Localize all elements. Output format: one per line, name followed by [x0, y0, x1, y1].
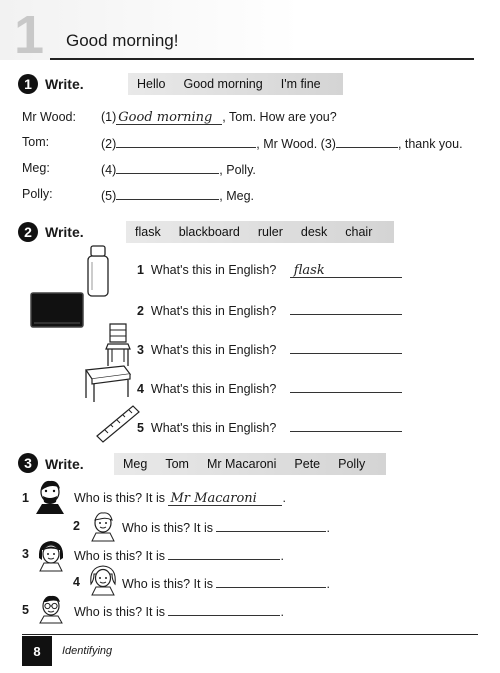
answer-blank[interactable]	[216, 575, 326, 588]
question-line	[122, 575, 330, 591]
question-line	[74, 603, 284, 619]
question-row	[73, 519, 80, 533]
sentence-end: .	[326, 521, 330, 535]
word-bank-item: chair	[345, 225, 373, 239]
word-bank-item: Meg	[123, 457, 148, 471]
dialogue-line	[101, 187, 254, 203]
unit-number: 1	[14, 5, 45, 65]
blank-number: (4)	[101, 163, 117, 177]
answer-blank[interactable]: Mr Macaroni	[168, 493, 282, 506]
question-text: Who is this? It is	[74, 605, 165, 619]
dialogue-row	[22, 135, 49, 149]
answer-blank[interactable]	[168, 603, 280, 616]
sentence-end: .	[280, 605, 284, 619]
dialogue-text: , Tom. How are you?	[222, 110, 337, 124]
speaker-label: Polly:	[22, 187, 53, 201]
question-number: 2	[137, 304, 144, 318]
answer-blank[interactable]	[336, 135, 398, 148]
dialogue-row	[22, 161, 50, 175]
sentence-end: .	[326, 577, 330, 591]
dialogue-row	[22, 187, 53, 201]
question-row	[73, 575, 80, 589]
question-number: 2	[73, 519, 80, 533]
page-number-box	[22, 636, 52, 666]
question-line	[74, 491, 286, 506]
dialogue-text: , thank you.	[397, 137, 463, 151]
answer-blank[interactable]	[290, 341, 402, 354]
blank-number: (5)	[101, 189, 117, 203]
dialogue-text: , Meg.	[219, 189, 255, 203]
girl-dark-hair-face-icon	[34, 538, 68, 572]
footer-rule	[22, 634, 478, 635]
answer-blank[interactable]	[290, 419, 402, 432]
question-number: 5	[137, 421, 144, 435]
word-bank-item: flask	[135, 225, 161, 239]
question-number: 4	[73, 575, 80, 589]
word-bank-item: Pete	[294, 457, 321, 471]
answer-blank[interactable]	[168, 547, 280, 560]
word-bank-item: Mr Macaroni	[206, 457, 277, 471]
word-bank-item: blackboard	[178, 225, 240, 239]
girl-curly-hair-face-icon	[86, 562, 120, 596]
blank-number: (3)	[320, 137, 336, 151]
word-bank-item: Good morning	[183, 77, 263, 91]
question-number: 4	[137, 382, 144, 396]
question-number: 3	[137, 343, 144, 357]
flask-icon	[84, 244, 112, 299]
blank-number: (2)	[101, 137, 117, 151]
exercise-2-number: 2	[18, 222, 38, 242]
footer-section-label: Identifying	[62, 645, 113, 657]
exercise-3-title: Write.	[45, 456, 84, 472]
question-row	[137, 263, 402, 278]
word-bank-item: ruler	[257, 225, 283, 239]
question-number: 1	[22, 491, 29, 505]
answer-blank[interactable]	[216, 519, 326, 532]
question-text: Who is this? It is	[122, 577, 213, 591]
dialogue-line	[101, 135, 463, 151]
dialogue-row	[22, 110, 76, 124]
answer-blank[interactable]	[116, 187, 219, 200]
question-text: What's this in English?	[150, 263, 277, 277]
exercise-3-word-bank	[114, 453, 386, 475]
word-bank-item: Hello	[137, 77, 166, 91]
question-text: What's this in English?	[150, 382, 277, 396]
question-row	[137, 419, 402, 435]
answer-blank[interactable]	[290, 380, 402, 393]
answer-blank[interactable]: flask	[290, 265, 402, 278]
speaker-label: Meg:	[22, 161, 50, 175]
exercise-1-word-bank	[128, 73, 343, 95]
question-text: What's this in English?	[150, 343, 277, 357]
dialogue-line	[101, 110, 337, 125]
question-number: 1	[137, 263, 144, 277]
speaker-label: Tom:	[22, 135, 50, 149]
exercise-2-title: Write.	[45, 224, 84, 240]
question-line	[74, 547, 284, 563]
boy-glasses-face-icon	[34, 592, 68, 624]
question-text: Who is this? It is	[74, 491, 165, 505]
word-bank-item: desk	[300, 225, 328, 239]
question-row	[22, 491, 29, 505]
question-number: 5	[22, 603, 29, 617]
header-rule	[50, 58, 474, 60]
mr-macaroni-face-icon	[30, 478, 70, 516]
word-bank-item: I'm fine	[280, 77, 321, 91]
blank-number: (1)	[101, 110, 117, 124]
blackboard-icon	[30, 292, 84, 328]
question-row	[137, 380, 402, 396]
header-band	[0, 0, 500, 65]
dialogue-text: , Mr Wood.	[256, 137, 321, 151]
word-bank-item: Tom	[165, 457, 189, 471]
question-row	[137, 341, 402, 357]
question-text: What's this in English?	[150, 304, 277, 318]
question-text: Who is this? It is	[122, 521, 213, 535]
question-number: 3	[22, 547, 29, 561]
speaker-label: Mr Wood:	[22, 110, 76, 124]
sentence-end: .	[282, 491, 286, 505]
exercise-2-word-bank	[126, 221, 394, 243]
question-row	[22, 547, 29, 561]
dialogue-text: , Polly.	[219, 163, 256, 177]
question-row	[137, 302, 402, 318]
chair-icon	[104, 322, 132, 368]
sentence-end: .	[280, 549, 284, 563]
girl-face-icon	[86, 508, 120, 542]
dialogue-line	[101, 161, 256, 177]
question-line	[122, 519, 330, 535]
question-text: Who is this? It is	[74, 549, 165, 563]
question-text: What's this in English?	[150, 421, 277, 435]
answer-blank[interactable]: Good morning	[116, 112, 222, 125]
answer-blank[interactable]	[290, 302, 402, 315]
answer-blank[interactable]	[116, 161, 219, 174]
word-bank-item: Polly	[338, 457, 366, 471]
ruler-icon	[95, 404, 141, 444]
question-row	[22, 603, 29, 617]
desk-icon	[80, 364, 132, 404]
page-title: Good morning!	[66, 31, 179, 50]
page-number: 8	[33, 643, 41, 659]
exercise-3-number: 3	[18, 453, 38, 473]
exercise-1-number: 1	[18, 74, 38, 94]
exercise-1-title: Write.	[45, 76, 84, 92]
answer-blank[interactable]	[116, 135, 256, 148]
